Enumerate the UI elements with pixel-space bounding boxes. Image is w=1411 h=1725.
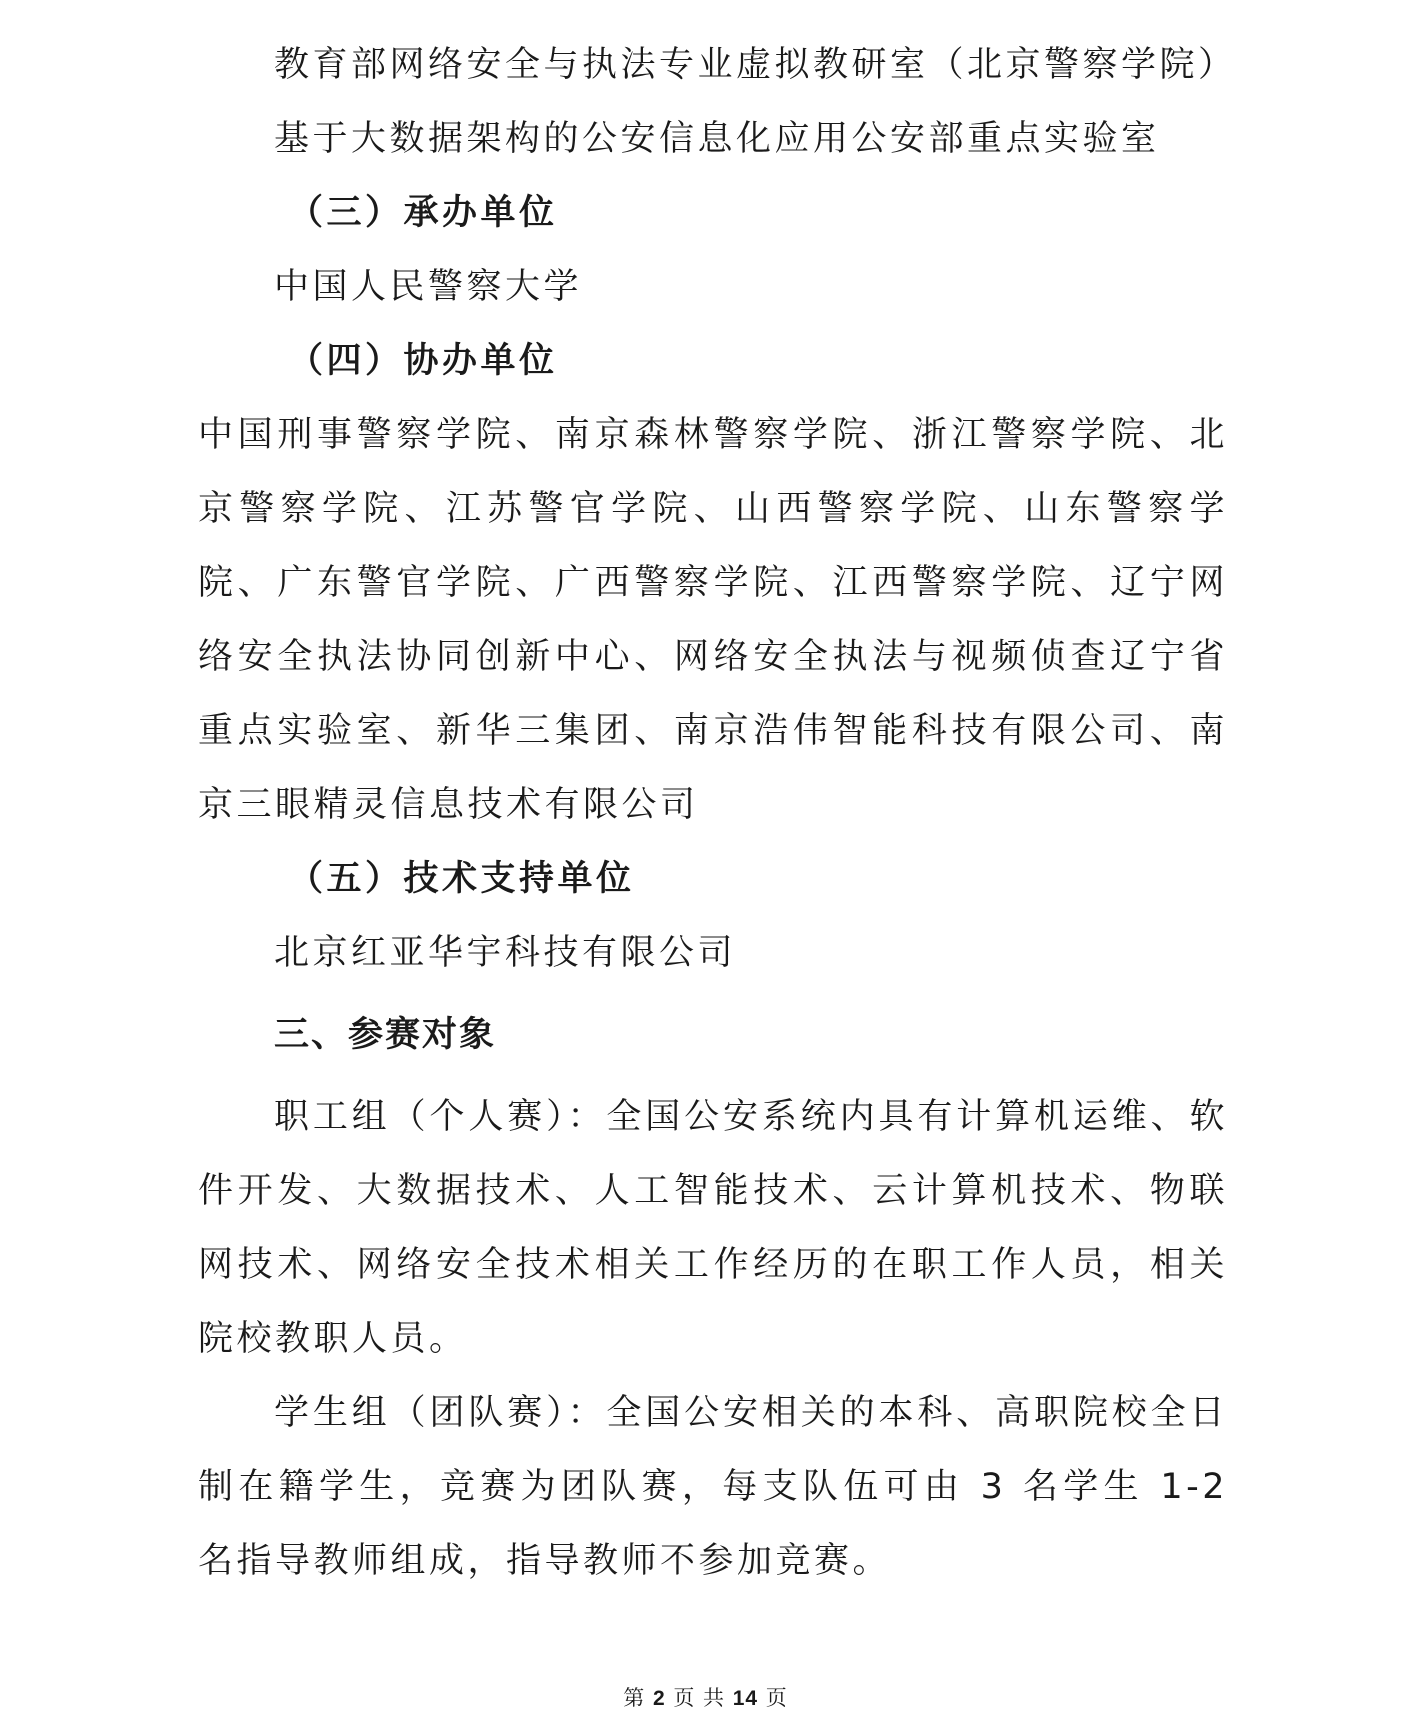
participants-staff-paragraph: 职工组（个人赛）：全国公安系统内具有计算机运维、软件开发、大数据技术、人工智能技术、云计算机技术、物联网技术、网络安全技术相关工作经历的在职工作人员，相关院校教职人员。 [198,1097,1228,1359]
body-line: 基于大数据架构的公安信息化应用公安部重点实验室 [274,119,1160,159]
sub-heading-co-organizer: （四）协办单位 [288,341,558,381]
footer-middle: 页 共 [673,1686,725,1710]
body-line: 教育部网络安全与执法专业虚拟教研室（北京警察学院） [274,45,1237,85]
page-footer [0,1682,1411,1712]
footer-suffix: 页 [765,1686,788,1710]
organizer-text: 中国人民警察大学 [274,267,583,307]
footer-current-page: 2 [652,1687,666,1710]
co-organizer-text: 中国刑事警察学院、南京森林警察学院、浙江警察学院、北京警察学院、江苏警官学院、山西警察学院、山东警察学院、广东警官学院、广西警察学院、江西警察学院、辽宁网络安全执法协同创新中心、网络安全执法与视频侦查辽宁省重点实验室、新华三集团、南京浩伟智能科技有限公司、南京三眼精灵信息技术有限公司 [198,415,1228,825]
document-page [198,28,1237,1598]
section-heading-participants: 三、参赛对象 [274,1015,497,1055]
footer-prefix: 第 [623,1686,646,1710]
sub-heading-organizer: （三）承办单位 [288,193,558,233]
sub-heading-tech-support: （五）技术支持单位 [288,859,635,899]
footer-total-pages: 14 [732,1687,759,1710]
participants-student-paragraph: 学生组（团队赛）：全国公安相关的本科、高职院校全日制在籍学生，竞赛为团队赛，每支队伍可由 3 名学生 1-2 名指导教师组成，指导教师不参加竞赛。 [198,1393,1228,1581]
tech-support-text: 北京红亚华宇科技有限公司 [274,933,737,973]
